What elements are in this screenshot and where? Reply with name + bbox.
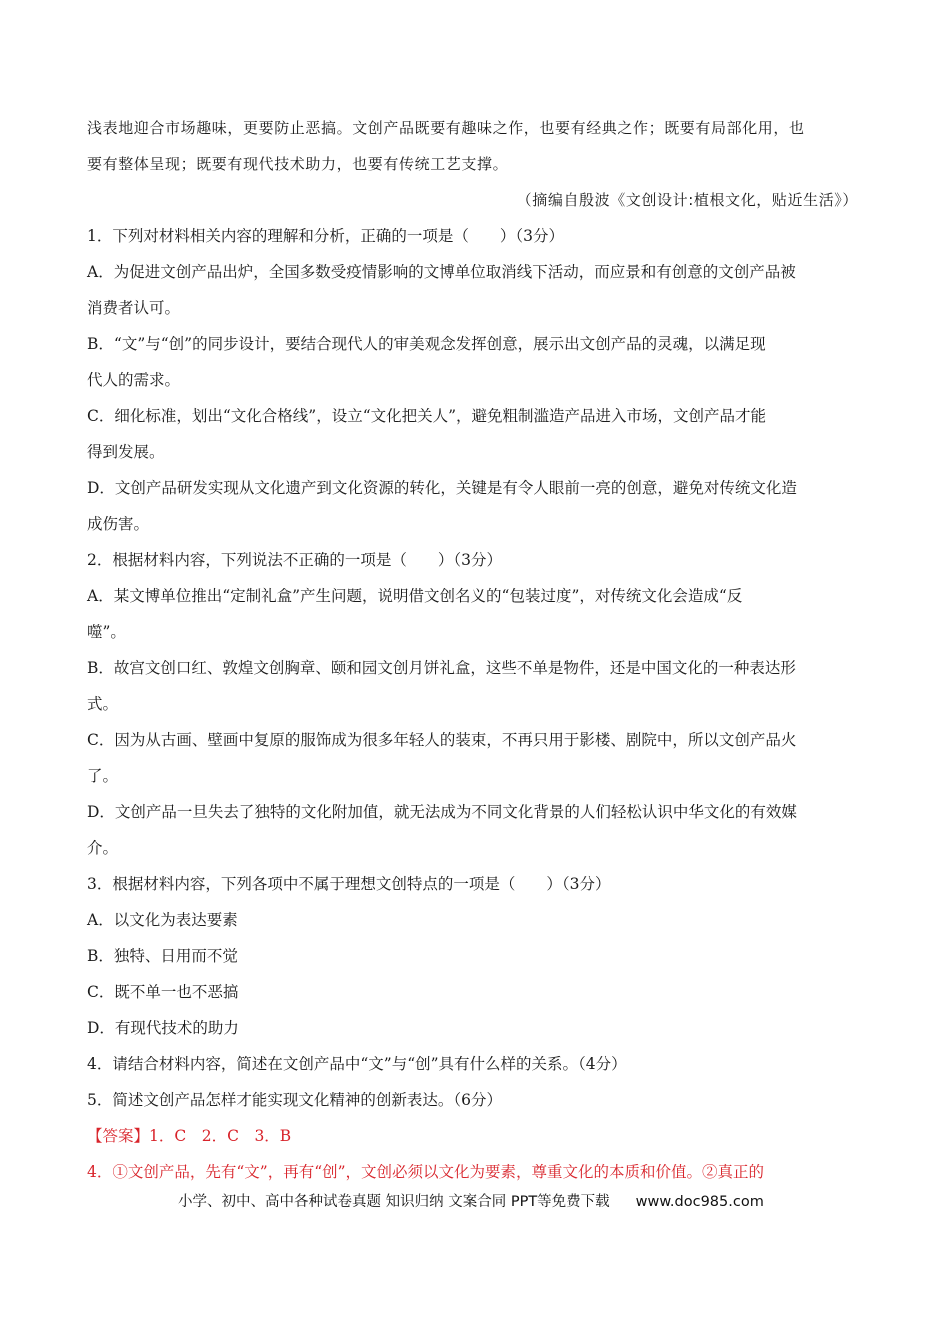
answer-4: 4．①文创产品，先有“文”，再有“创”，文创必须以文化为要素，尊重文化的本质和价值。②真正的 bbox=[87, 1163, 765, 1181]
question-1-stem: 1．下列对材料相关内容的理解和分析，正确的一项是（ ）（3分） bbox=[87, 227, 564, 245]
question-1-option-a: A．为促进文创产品出炉，全国多数受疫情影响的文博单位取消线下活动，而应景和有创意的文创产品被 bbox=[87, 263, 796, 281]
question-1-option-d: D．文创产品研发实现从文化遗产到文化资源的转化，关键是有令人眼前一亮的创意，避免对传统文化造 bbox=[87, 479, 797, 497]
question-2-option-d: D．文创产品一旦失去了独特的文化附加值，就无法成为不同文化背景的人们轻松认识中华文化的有效媒 bbox=[87, 803, 797, 821]
question-2-option-a: A．某文博单位推出“定制礼盒”产生问题，说明借文创名义的“包装过度”，对传统文化会造成“反 bbox=[87, 587, 743, 605]
excerpt-line-1: 浅表地迎合市场趣味，更要防止恶搞。文创产品既要有趣味之作，也要有经典之作；既要有局部化用，也 bbox=[87, 119, 805, 137]
question-1-option-b: B．“文”与“创”的同步设计，要结合现代人的审美观念发挥创意，展示出文创产品的灵魂，以满足现 bbox=[87, 335, 766, 353]
question-3-option-b: B．独特、日用而不觉 bbox=[87, 947, 238, 965]
question-4: 4．请结合材料内容，简述在文创产品中“文”与“创”具有什么样的关系。（4分） bbox=[87, 1055, 627, 1073]
question-2-option-b: B．故宫文创口红、敦煌文创胸章、颐和园文创月饼礼盒，这些不单是物件，还是中国文化的一种表达形 bbox=[87, 659, 796, 677]
question-5: 5．简述文创产品怎样才能实现文化精神的创新表达。（6分） bbox=[87, 1091, 502, 1109]
footer-text: 小学、初中、高中各种试卷真题 知识归纳 文案合同 PPT等免费下载 bbox=[178, 1194, 610, 1210]
question-2-option-d-cont: 介。 bbox=[87, 839, 119, 857]
footer bbox=[178, 1192, 764, 1212]
answer-key: 【答案】1．C 2．C 3．B bbox=[87, 1127, 292, 1145]
question-2-option-c-cont: 了。 bbox=[87, 767, 119, 785]
excerpt-source: （摘编自殷波《文创设计:植根文化，贴近生活》） bbox=[516, 191, 858, 209]
question-2-stem: 2．根据材料内容，下列说法不正确的一项是（ ）（3分） bbox=[87, 551, 502, 569]
question-1-option-a-cont: 消费者认可。 bbox=[87, 299, 181, 317]
question-1-option-c: C．细化标准，划出“文化合格线”，设立“文化把关人”，避免粗制滥造产品进入市场，文创产品才能 bbox=[87, 407, 767, 425]
question-1-option-c-cont: 得到发展。 bbox=[87, 443, 165, 461]
question-1-option-d-cont: 成伤害。 bbox=[87, 515, 150, 533]
question-2-option-b-cont: 式。 bbox=[87, 695, 119, 713]
question-2-option-c: C．因为从古画、壁画中复原的服饰成为很多年轻人的装束，不再只用于影楼、剧院中，所以文创产品火 bbox=[87, 731, 797, 749]
footer-url[interactable]: www.doc985.com bbox=[635, 1194, 764, 1210]
excerpt-line-2: 要有整体呈现；既要有现代技术助力，也要有传统工艺支撑。 bbox=[87, 155, 509, 173]
question-3-stem: 3．根据材料内容，下列各项中不属于理想文创特点的一项是（ ）（3分） bbox=[87, 875, 611, 893]
question-1-option-b-cont: 代人的需求。 bbox=[87, 371, 181, 389]
question-3-option-d: D．有现代技术的助力 bbox=[87, 1019, 239, 1037]
question-3-option-c: C．既不单一也不恶搞 bbox=[87, 983, 239, 1001]
question-2-option-a-cont: 噬”。 bbox=[87, 623, 126, 641]
question-3-option-a: A．以文化为表达要素 bbox=[87, 911, 238, 929]
